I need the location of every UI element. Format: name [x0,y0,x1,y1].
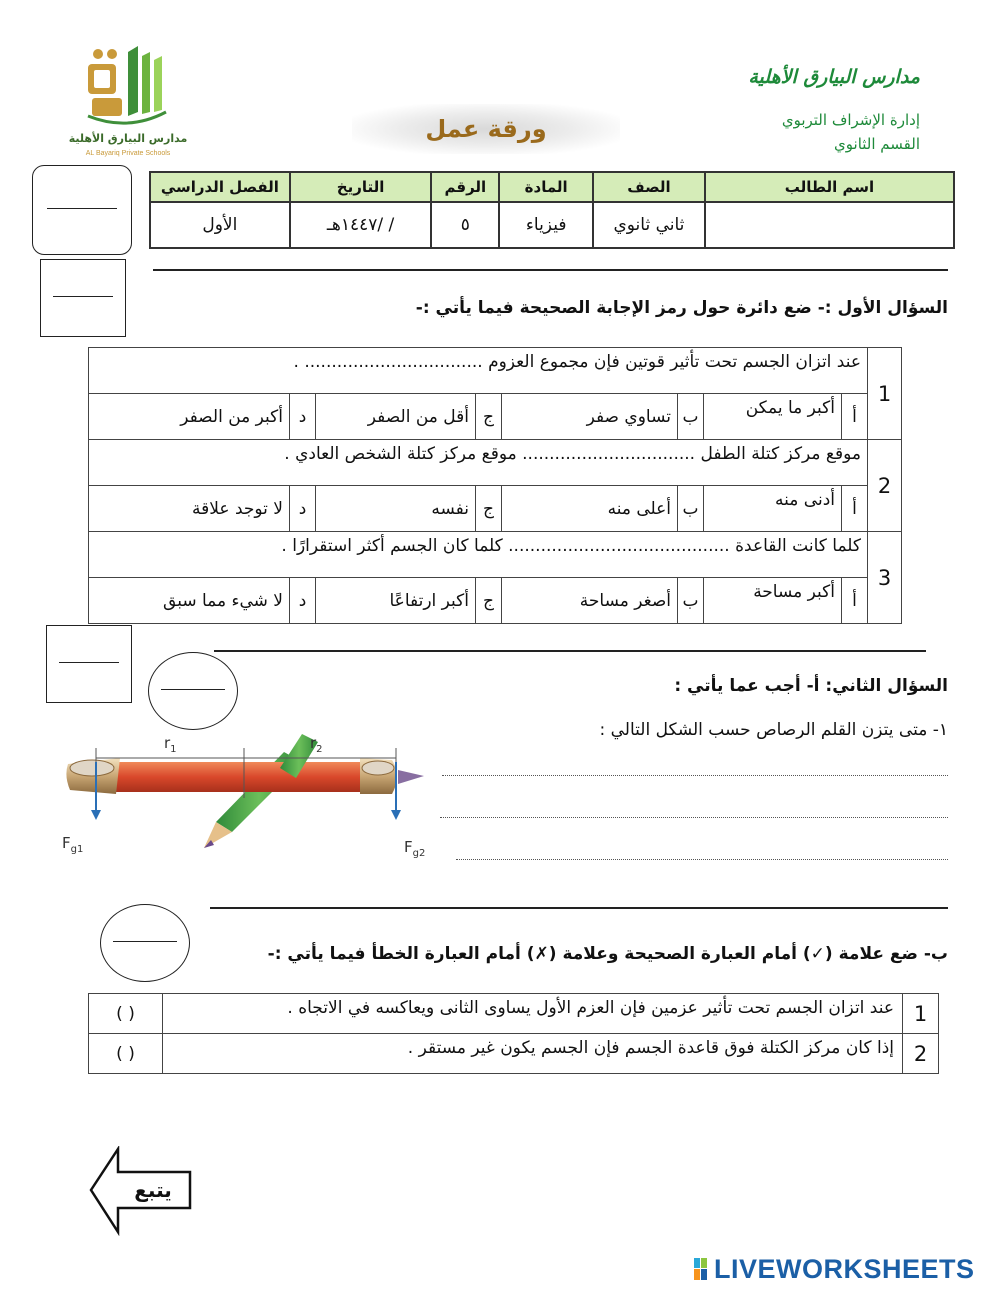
q2-title: السؤال الثاني: أ- أجب عما يأتي : [674,676,948,696]
q2b-score-oval[interactable] [100,904,190,982]
info-value-row [150,202,954,248]
total-score-box[interactable] [32,165,132,255]
option-letter-a[interactable]: أ [842,578,868,624]
info-header-grade: الصف [593,172,705,202]
mcq-item-stem: موقع مركز كتلة الطفل ................................ موقع مركز كتلة الشخص العادي . [89,440,868,486]
option-letter-d[interactable]: د [290,394,316,440]
q1-score-box[interactable] [40,259,126,337]
option-text-d: لا توجد علاقة [89,486,290,532]
option-letter-a[interactable]: أ [842,486,868,532]
info-header-date: التاريخ [290,172,432,202]
r1-label: $r_1$ [164,734,177,755]
tf-item-2 [89,1034,939,1074]
option-letter-d[interactable]: د [290,578,316,624]
mcq-item-number: 1 [868,348,902,440]
mcq-item-stem: كلما كانت القاعدة ......................................... كلما كان الجسم أكثر استقرارًا . [89,532,868,578]
mcq-item-1-options-row [89,394,902,440]
option-letter-b[interactable]: ب [678,394,704,440]
option-letter-c[interactable]: ج [476,394,502,440]
liveworksheets-brand[interactable]: LIVEWORKSHEETS [714,1254,975,1284]
divider-line [214,650,926,652]
date-value: / /١٤٤٧هـ [290,202,432,248]
q2-score-box[interactable] [46,625,132,703]
tf-item-text: عند اتزان الجسم تحت تأثير عزمين فإن العزم الأول يساوى الثانى ويعاكسه في الاتجاه . [163,994,903,1034]
info-header-subject: المادة [499,172,593,202]
tf-answer-box[interactable]: ( ) [89,1034,163,1074]
answer-line-2[interactable] [440,800,948,818]
option-text-d: أكبر من الصفر [89,394,290,440]
option-text-c: أقل من الصفر [316,394,476,440]
number-value: ٥ [431,202,499,248]
option-letter-c[interactable]: ج [476,486,502,532]
option-text-a: أدنى منه [704,486,842,532]
divider-line [210,907,948,909]
worksheet-title: ورقة عمل [425,115,547,143]
info-header-student-name: اسم الطالب [705,172,954,202]
tf-item-text: إذا كان مركز الكتلة فوق قاعدة الجسم فإن الجسم يكون غير مستقر . [163,1034,903,1074]
mcq-item-number: 2 [868,440,902,532]
q1-title: السؤال الأول :- ضع دائرة حول رمز الإجابة الصحيحة فيما يأتي :- [415,298,948,318]
true-false-table [88,993,939,1074]
fg1-label: $F_{g1}$ [62,834,84,855]
option-text-a: أكبر مساحة [704,578,842,624]
tf-answer-box[interactable]: ( ) [89,994,163,1034]
divider-line [153,269,948,271]
option-text-d: لا شيء مما سبق [89,578,290,624]
q2b-title: ب- ضع علامة (✓) أمام العبارة الصحيحة وعلامة (✗) أمام العبارة الخطأ فيما يأتي :- [267,944,948,964]
liveworksheets-logo-icon [694,1258,714,1280]
department-info [782,108,920,156]
red-pencil [66,758,424,794]
section-name: القسم الثانوي [834,135,920,153]
option-text-b: أصغر مساحة [502,578,678,624]
pencil-balance-figure [56,724,440,866]
mcq-item-number: 3 [868,532,902,624]
mcq-item-1-stem-row [89,348,902,394]
mcq-item-3-stem-row [89,532,902,578]
info-header-row [150,172,954,202]
mcq-item-stem: عند اتزان الجسم تحت تأثير قوتين فإن مجموع العزوم ................................. . [89,348,868,394]
option-text-b: أعلى منه [502,486,678,532]
logo-arabic-text: مدارس البيارق الأهلية [68,132,188,145]
tf-item-number: 1 [903,994,939,1034]
option-letter-a[interactable]: أ [842,394,868,440]
student-name-field[interactable] [705,202,954,248]
mcq-item-3-options-row [89,578,902,624]
mcq-table [88,347,902,624]
option-letter-b[interactable]: ب [678,578,704,624]
option-text-c: أكبر ارتفاعًا [316,578,476,624]
option-letter-c[interactable]: ج [476,578,502,624]
mcq-item-2-stem-row [89,440,902,486]
info-header-semester: الفصل الدراسي [150,172,290,202]
grade-value: ثاني ثانوي [593,202,705,248]
answer-line-3[interactable] [456,842,948,860]
q2a-score-oval[interactable] [148,652,238,730]
option-letter-b[interactable]: ب [678,486,704,532]
tf-item-1 [89,994,939,1034]
school-logo [58,42,198,162]
logo-english-text: AL Bayariq Private Schools [85,150,171,157]
info-header-number: الرقم [431,172,499,202]
department-name: إدارة الإشراف التربوي [781,111,920,129]
tf-item-number: 2 [903,1034,939,1074]
continue-arrow[interactable] [88,1146,194,1236]
option-text-a: أكبر ما يمكن [704,394,842,440]
fg2-label: $F_{g2}$ [404,838,426,859]
r2-label: $r_2$ [310,734,323,755]
option-letter-d[interactable]: د [290,486,316,532]
mcq-item-2-options-row [89,486,902,532]
semester-value: الأول [150,202,290,248]
continue-label: يتبع [134,1178,172,1202]
q2-question: ١- متى يتزن القلم الرصاص حسب الشكل التالي : [599,720,948,740]
subject-value: فيزياء [499,202,593,248]
option-text-b: تساوي صفر [502,394,678,440]
answer-line-1[interactable] [442,758,948,776]
option-text-c: نفسه [316,486,476,532]
worksheet-title-banner [352,104,620,154]
student-info-table [149,171,955,249]
school-name: مدارس البيارق الأهلية [748,66,920,88]
